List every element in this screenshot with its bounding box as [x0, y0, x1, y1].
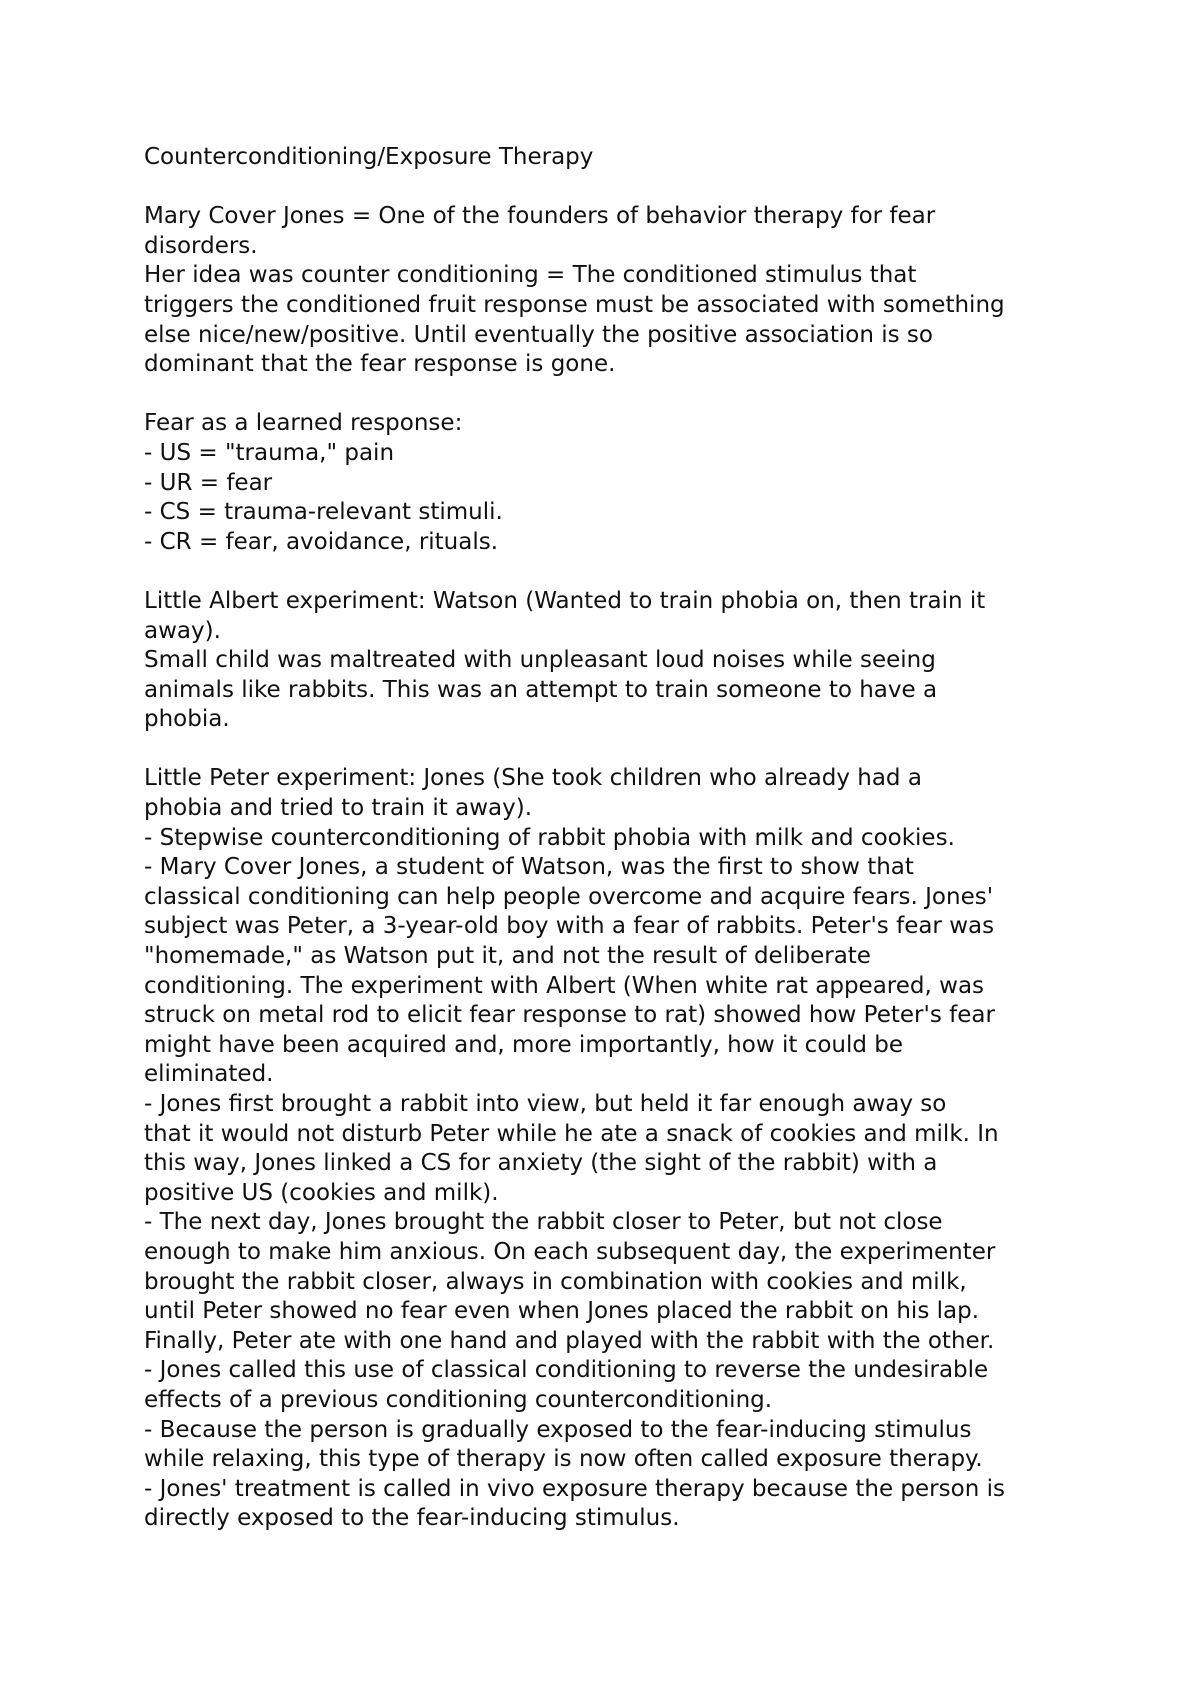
paragraph-gap [144, 557, 1094, 587]
text-line: Finally, Peter ate with one hand and played with the rabbit with the other. [144, 1327, 995, 1354]
list-item: - US = "trauma," pain [144, 439, 395, 466]
text-line: conditioning. The experiment with Albert (When white rat appeared, was [144, 972, 985, 999]
text-line: that it would not disturb Peter while he ate a snack of cookies and milk. In [144, 1120, 999, 1147]
text-line: brought the rabbit closer, always in combination with cookies and milk, [144, 1268, 967, 1295]
text-line: might have been acquired and, more importantly, how it could be [144, 1031, 904, 1058]
document-page [144, 143, 1094, 1534]
text-line: "homemade," as Watson put it, and not the result of deliberate [144, 943, 871, 970]
text-line: eliminated. [144, 1061, 274, 1088]
text-line: struck on metal rod to elicit fear response to rat) showed how Peter's fear [144, 1002, 995, 1029]
text-line: - Jones' treatment is called in vivo exposure therapy because the person is [144, 1475, 1005, 1502]
list-item: - UR = fear [144, 469, 273, 496]
text-line: Fear as a learned response: [144, 410, 463, 437]
text-line: - Jones called this use of classical conditioning to reverse the undesirable [144, 1357, 989, 1384]
document-title: Counterconditioning/Exposure Therapy [144, 144, 594, 170]
text-line: Little Albert experiment: Watson (Wanted to train phobia on, then train it [144, 587, 986, 614]
text-line: - Stepwise counterconditioning of rabbit phobia with milk and cookies. [144, 824, 955, 851]
text-line: subject was Peter, a 3-year-old boy with a fear of rabbits. Peter's fear was [144, 913, 995, 940]
text-line: while relaxing, this type of therapy is now often called exposure therapy. [144, 1446, 983, 1473]
section-mary-cover-jones [144, 202, 1094, 380]
text-line: Small child was maltreated with unpleasant loud noises while seeing [144, 647, 936, 674]
section-fear-learned-response [144, 409, 1094, 557]
list-item: - CR = fear, avoidance, rituals. [144, 528, 499, 555]
text-line: until Peter showed no fear even when Jones placed the rabbit on his lap. [144, 1298, 980, 1325]
text-line: Mary Cover Jones = One of the founders of behavior therapy for fear [144, 203, 936, 230]
paragraph-gap [144, 735, 1094, 765]
text-line: - Mary Cover Jones, a student of Watson, was the first to show that [144, 854, 914, 881]
text-line: Her idea was counter conditioning = The conditioned stimulus that [144, 262, 917, 289]
text-line: - Jones first brought a rabbit into view, but held it far enough away so [144, 1091, 947, 1117]
text-line: directly exposed to the fear-inducing stimulus. [144, 1505, 680, 1532]
text-line: dominant that the fear response is gone. [144, 351, 616, 378]
text-line: effects of a previous conditioning counterconditioning. [144, 1386, 773, 1413]
text-line: animals like rabbits. This was an attempt to train someone to have a [144, 676, 938, 703]
paragraph-gap [144, 173, 1094, 203]
text-line: classical conditioning can help people overcome and acquire fears. Jones' [144, 883, 994, 910]
section-little-peter [144, 764, 1094, 1533]
section-little-albert [144, 587, 1094, 735]
list-item: - CS = trauma-relevant stimuli. [144, 499, 503, 526]
paragraph-gap [144, 380, 1094, 410]
text-line: phobia. [144, 706, 230, 733]
text-line: disorders. [144, 232, 258, 259]
text-line: positive US (cookies and milk). [144, 1179, 499, 1206]
text-line: enough to make him anxious. On each subsequent day, the experimenter [144, 1238, 996, 1265]
text-line: Little Peter experiment: Jones (She took children who already had a [144, 765, 922, 792]
text-line: - Because the person is gradually exposed to the fear-inducing stimulus [144, 1416, 972, 1443]
text-line: else nice/new/positive. Until eventually the positive association is so [144, 321, 933, 348]
text-line: this way, Jones linked a CS for anxiety (the sight of the rabbit) with a [144, 1150, 938, 1177]
text-line: triggers the conditioned fruit response must be associated with something [144, 291, 1005, 318]
text-line: phobia and tried to train it away). [144, 795, 533, 822]
text-line: away). [144, 617, 221, 644]
text-line: - The next day, Jones brought the rabbit closer to Peter, but not close [144, 1209, 943, 1236]
